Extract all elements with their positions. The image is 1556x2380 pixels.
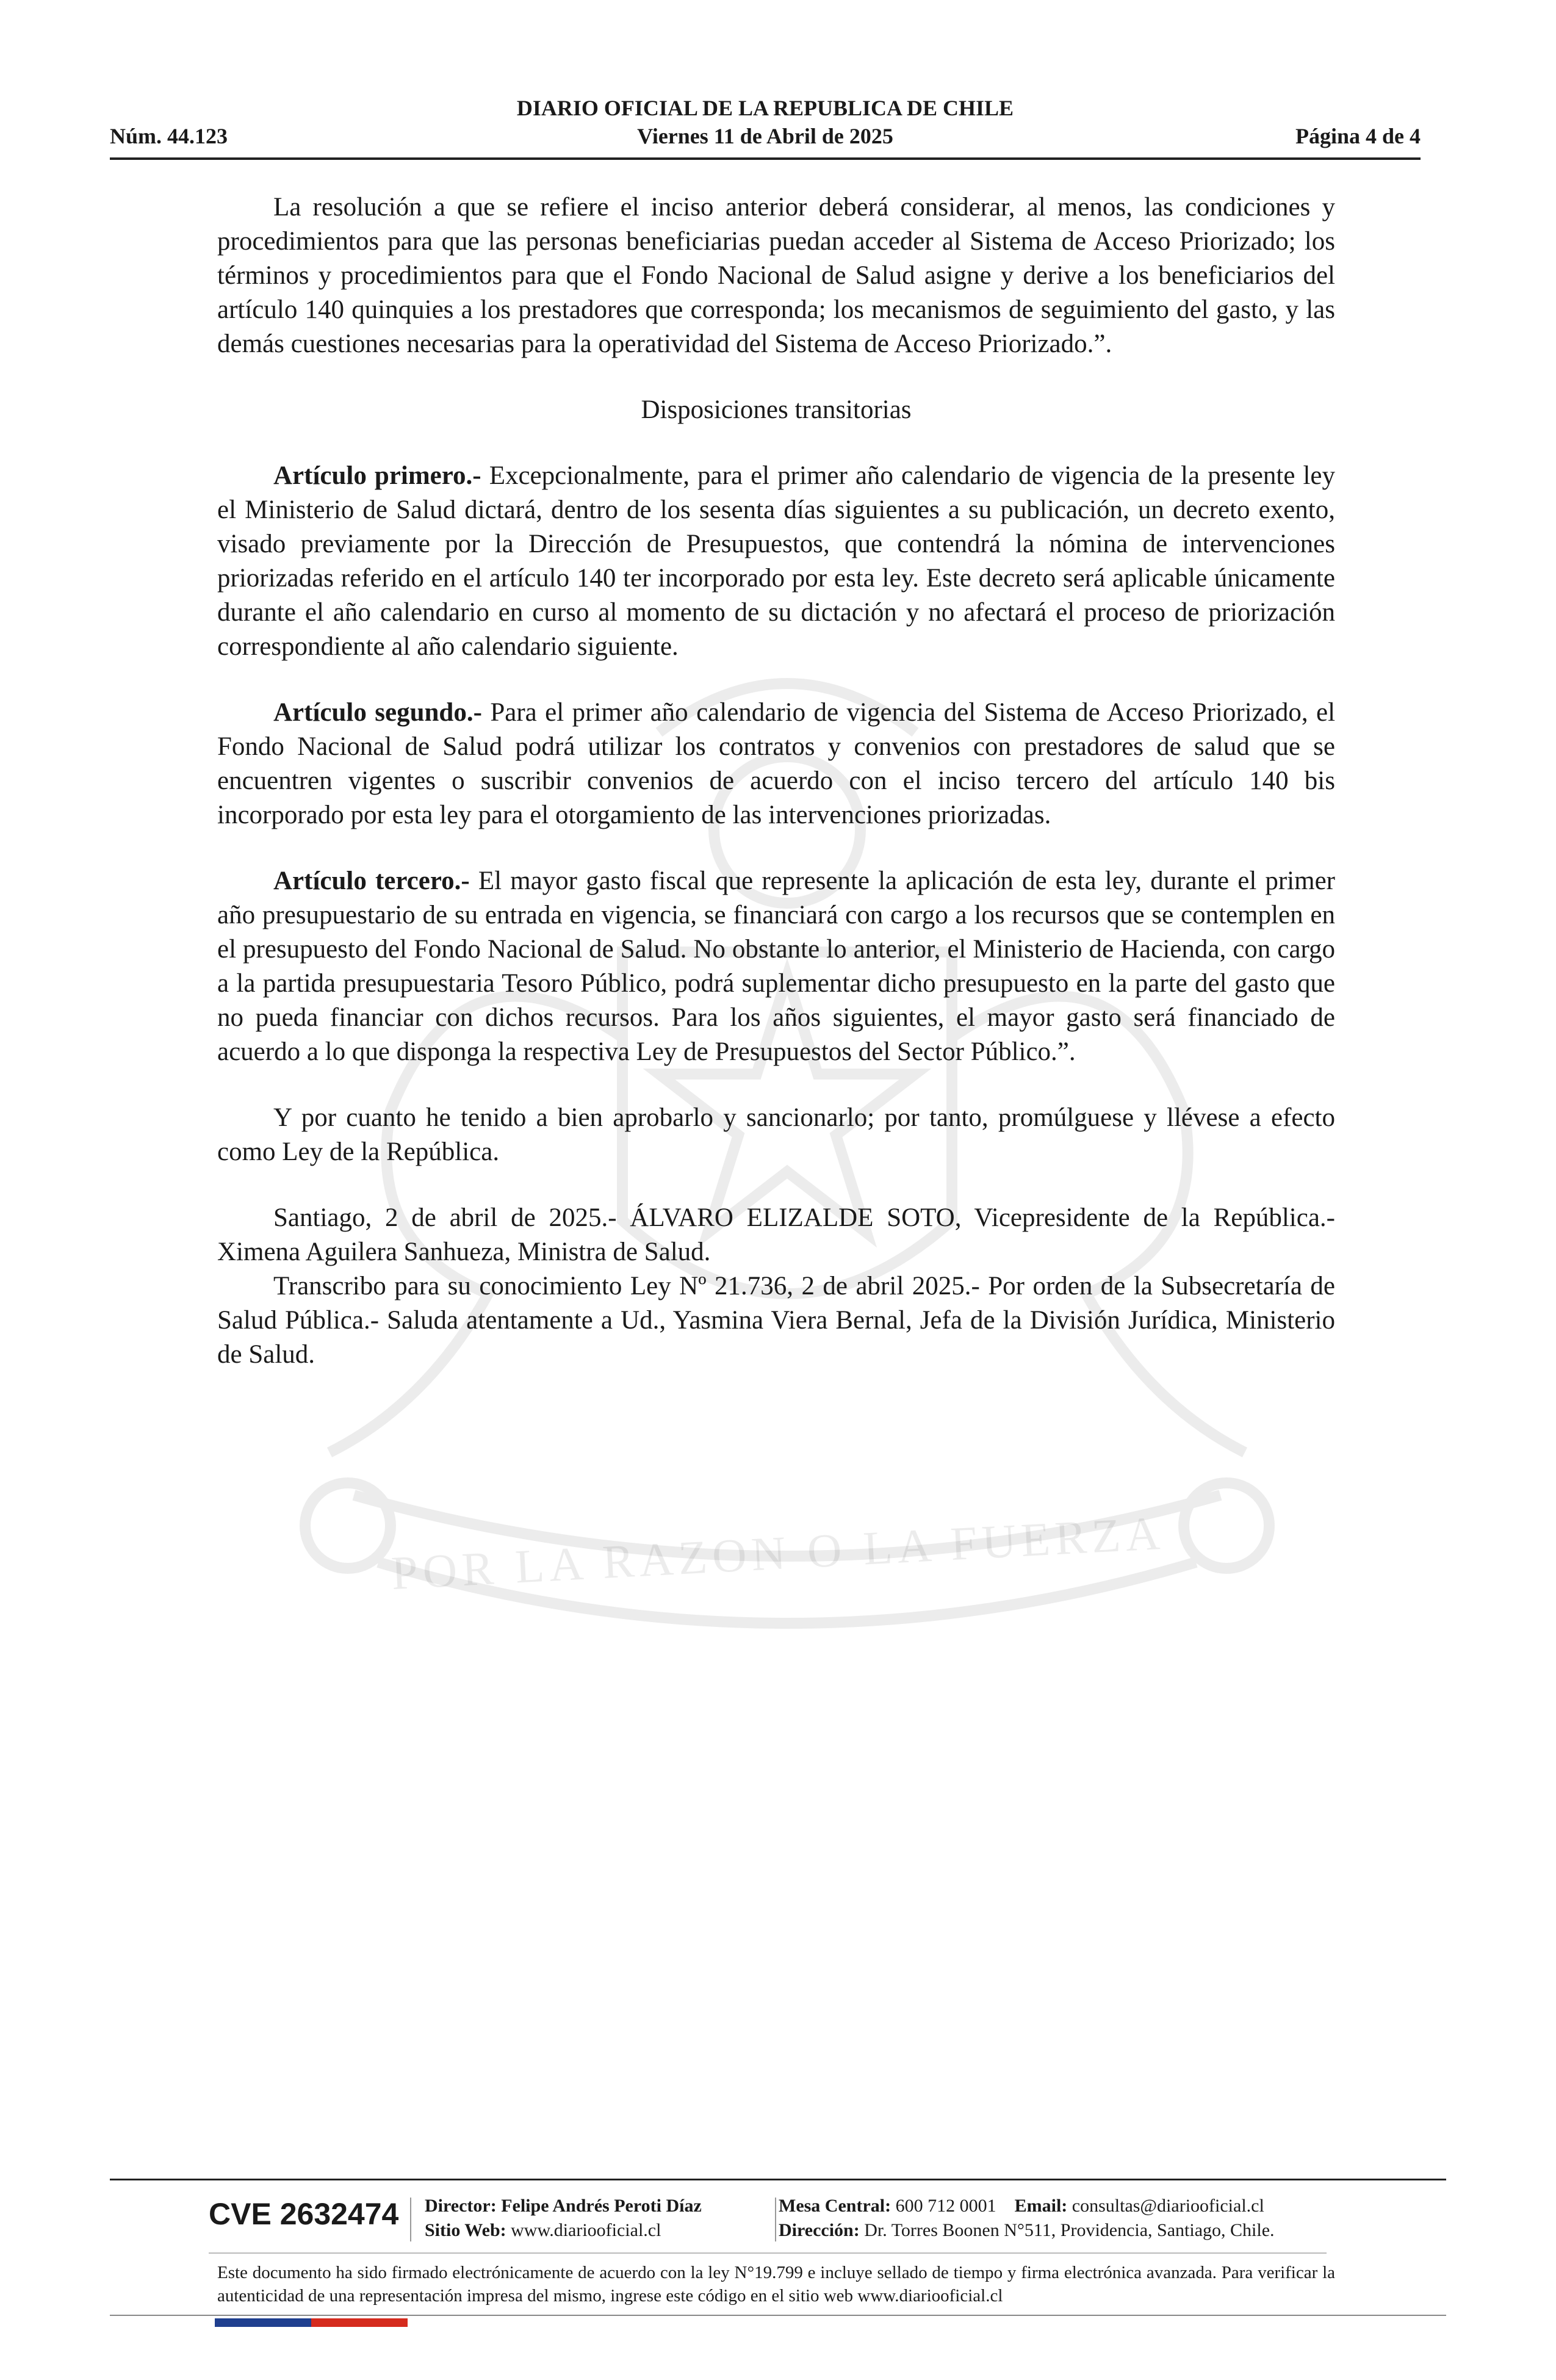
mesa-phone: 600 712 0001 [895,2196,996,2216]
director-name: Felipe Andrés Peroti Díaz [501,2196,702,2216]
signature-paragraph: Santiago, 2 de abril de 2025.- ÁLVARO ELIZALDE SOTO, Vicepresidente de la República.- Ximena Aguilera Sanhueza, Ministra de Salud. [217,1203,1335,1266]
article-second-text: Para el primer año calendario de vigencia del Sistema de Acceso Priorizado, el Fondo Nacional de Salud podrá utilizar los contratos y convenios con prestadores de salud que se encuentren vigentes o suscribir convenios de acuerdo con el inciso tercero del artículo 140 bis incorporado por esta ley para el otorgamiento de las intervenciones priorizadas. [217,698,1336,829]
transcription-paragraph: Transcribo para su conocimiento Ley Nº 21.736, 2 de abril 2025.- Por orden de la Subsecretaría de Salud Pública.- Saluda atentamente a Ud., Yasmina Viera Bernal, Jefa de la División Jurídica, Ministerio de Salud. [217,1272,1335,1369]
issue-number: Núm. 44.123 [110,124,228,148]
mesa-label: Mesa Central: [779,2196,891,2216]
page-number: Página 4 de 4 [1295,124,1421,148]
flag-stripe-red [311,2318,408,2327]
address-label: Dirección: [779,2220,860,2240]
footer-bottom-divider [110,2315,1446,2316]
article-second-label: Artículo segundo.- [273,698,482,727]
footer-separator [410,2198,411,2241]
email-label: Email: [1014,2196,1068,2216]
page-header [110,92,1421,160]
flag-stripe [215,2318,408,2327]
gazette-title: DIARIO OFICIAL DE LA REPUBLICA DE CHILE [516,96,1014,120]
email-link[interactable]: consultas@diariooficial.cl [1072,2196,1264,2216]
paragraph-resolution: La resolución a que se refiere el inciso anterior deberá considerar, al menos, las condiciones y procedimientos para que las personas beneficiarias puedan acceder al Sistema de Acceso Priorizado; los términos y procedimientos para que el Fondo Nacional de Salud asigne y derive a los beneficiarios del artículo 140 quinquies a los prestadores que corresponda; los mecanismos de seguimiento del gasto, y las demás cuestiones necesarias para la operatividad del Sistema de Acceso Priorizado.”. [217,193,1335,358]
footer-thin-divider [209,2252,1327,2254]
footer-info [110,2180,1446,2306]
promulgation-paragraph: Y por cuanto he tenido a bien aprobarlo y sancionarlo; por tanto, promúlguese y llévese a efecto como Ley de la República. [217,1103,1335,1166]
cve-code: CVE 2632474 [209,2197,399,2231]
footer-separator [775,2198,776,2241]
director-label: Director: [425,2196,497,2216]
watermark-motto: POR LA RAZON O LA FUERZA [390,1506,1166,1600]
footer-director-block [425,2194,702,2243]
page-footer [110,2179,1446,2306]
article-third-text: El mayor gasto fiscal que represente la aplicación de esta ley, durante el primer año presupuestario de su entrada en vigencia, se financiará con cargo a los recursos que se contemplen en el presupuesto del Fondo Nacional de Salud. No obstante lo anterior, el Ministerio de Hacienda, con cargo a la partida presupuestaria Tesoro Público, podrá suplementar dicho presupuesto en la parte del gasto que no pueda financiar con dichos recursos. Para los años siguientes, el mayor gasto será financiado de acuerdo a lo que disponga la respectiva Ley de Presupuestos del Sector Público.”. [217,867,1335,1066]
article-first-label: Artículo primero.- [273,461,481,490]
footer-contact-block [779,2194,1275,2243]
article-first [217,459,1335,664]
article-first-text: Excepcionalmente, para el primer año calendario de vigencia de la presente ley el Ministerio de Salud dictará, dentro de los sesenta días siguientes a su publicación, un decreto exento, visado previamente por la Dirección de Presupuestos, que contendrá la nómina de intervenciones priorizadas referido en el artículo 140 ter incorporado por esta ley. Este decreto será aplicable únicamente durante el año calendario en curso al momento de su dictación y no afectará el proceso de priorización correspondiente al año calendario siguiente. [217,461,1335,661]
article-third-label: Artículo tercero.- [273,867,470,895]
website-link[interactable]: www.diariooficial.cl [511,2220,661,2240]
address-text: Dr. Torres Boonen N°511, Providencia, Santiago, Chile. [864,2220,1275,2240]
flag-stripe-blue [215,2318,311,2327]
article-second [217,696,1335,832]
website-label: Sitio Web: [425,2220,506,2240]
issue-date: Viernes 11 de Abril de 2025 [637,124,893,148]
article-third [217,864,1335,1069]
document-body [217,190,1335,1372]
footer-legal-notice: Este documento ha sido firmado electrónicamente de acuerdo con la ley N°19.799 e incluye sellado de tiempo y firma electrónica avanzada. Para verificar la autenticidad de una representación impresa del mismo, ingrese este código en el sitio web www.diariooficial.cl [217,2263,1335,2306]
section-title: Disposiciones transitorias [641,395,912,424]
